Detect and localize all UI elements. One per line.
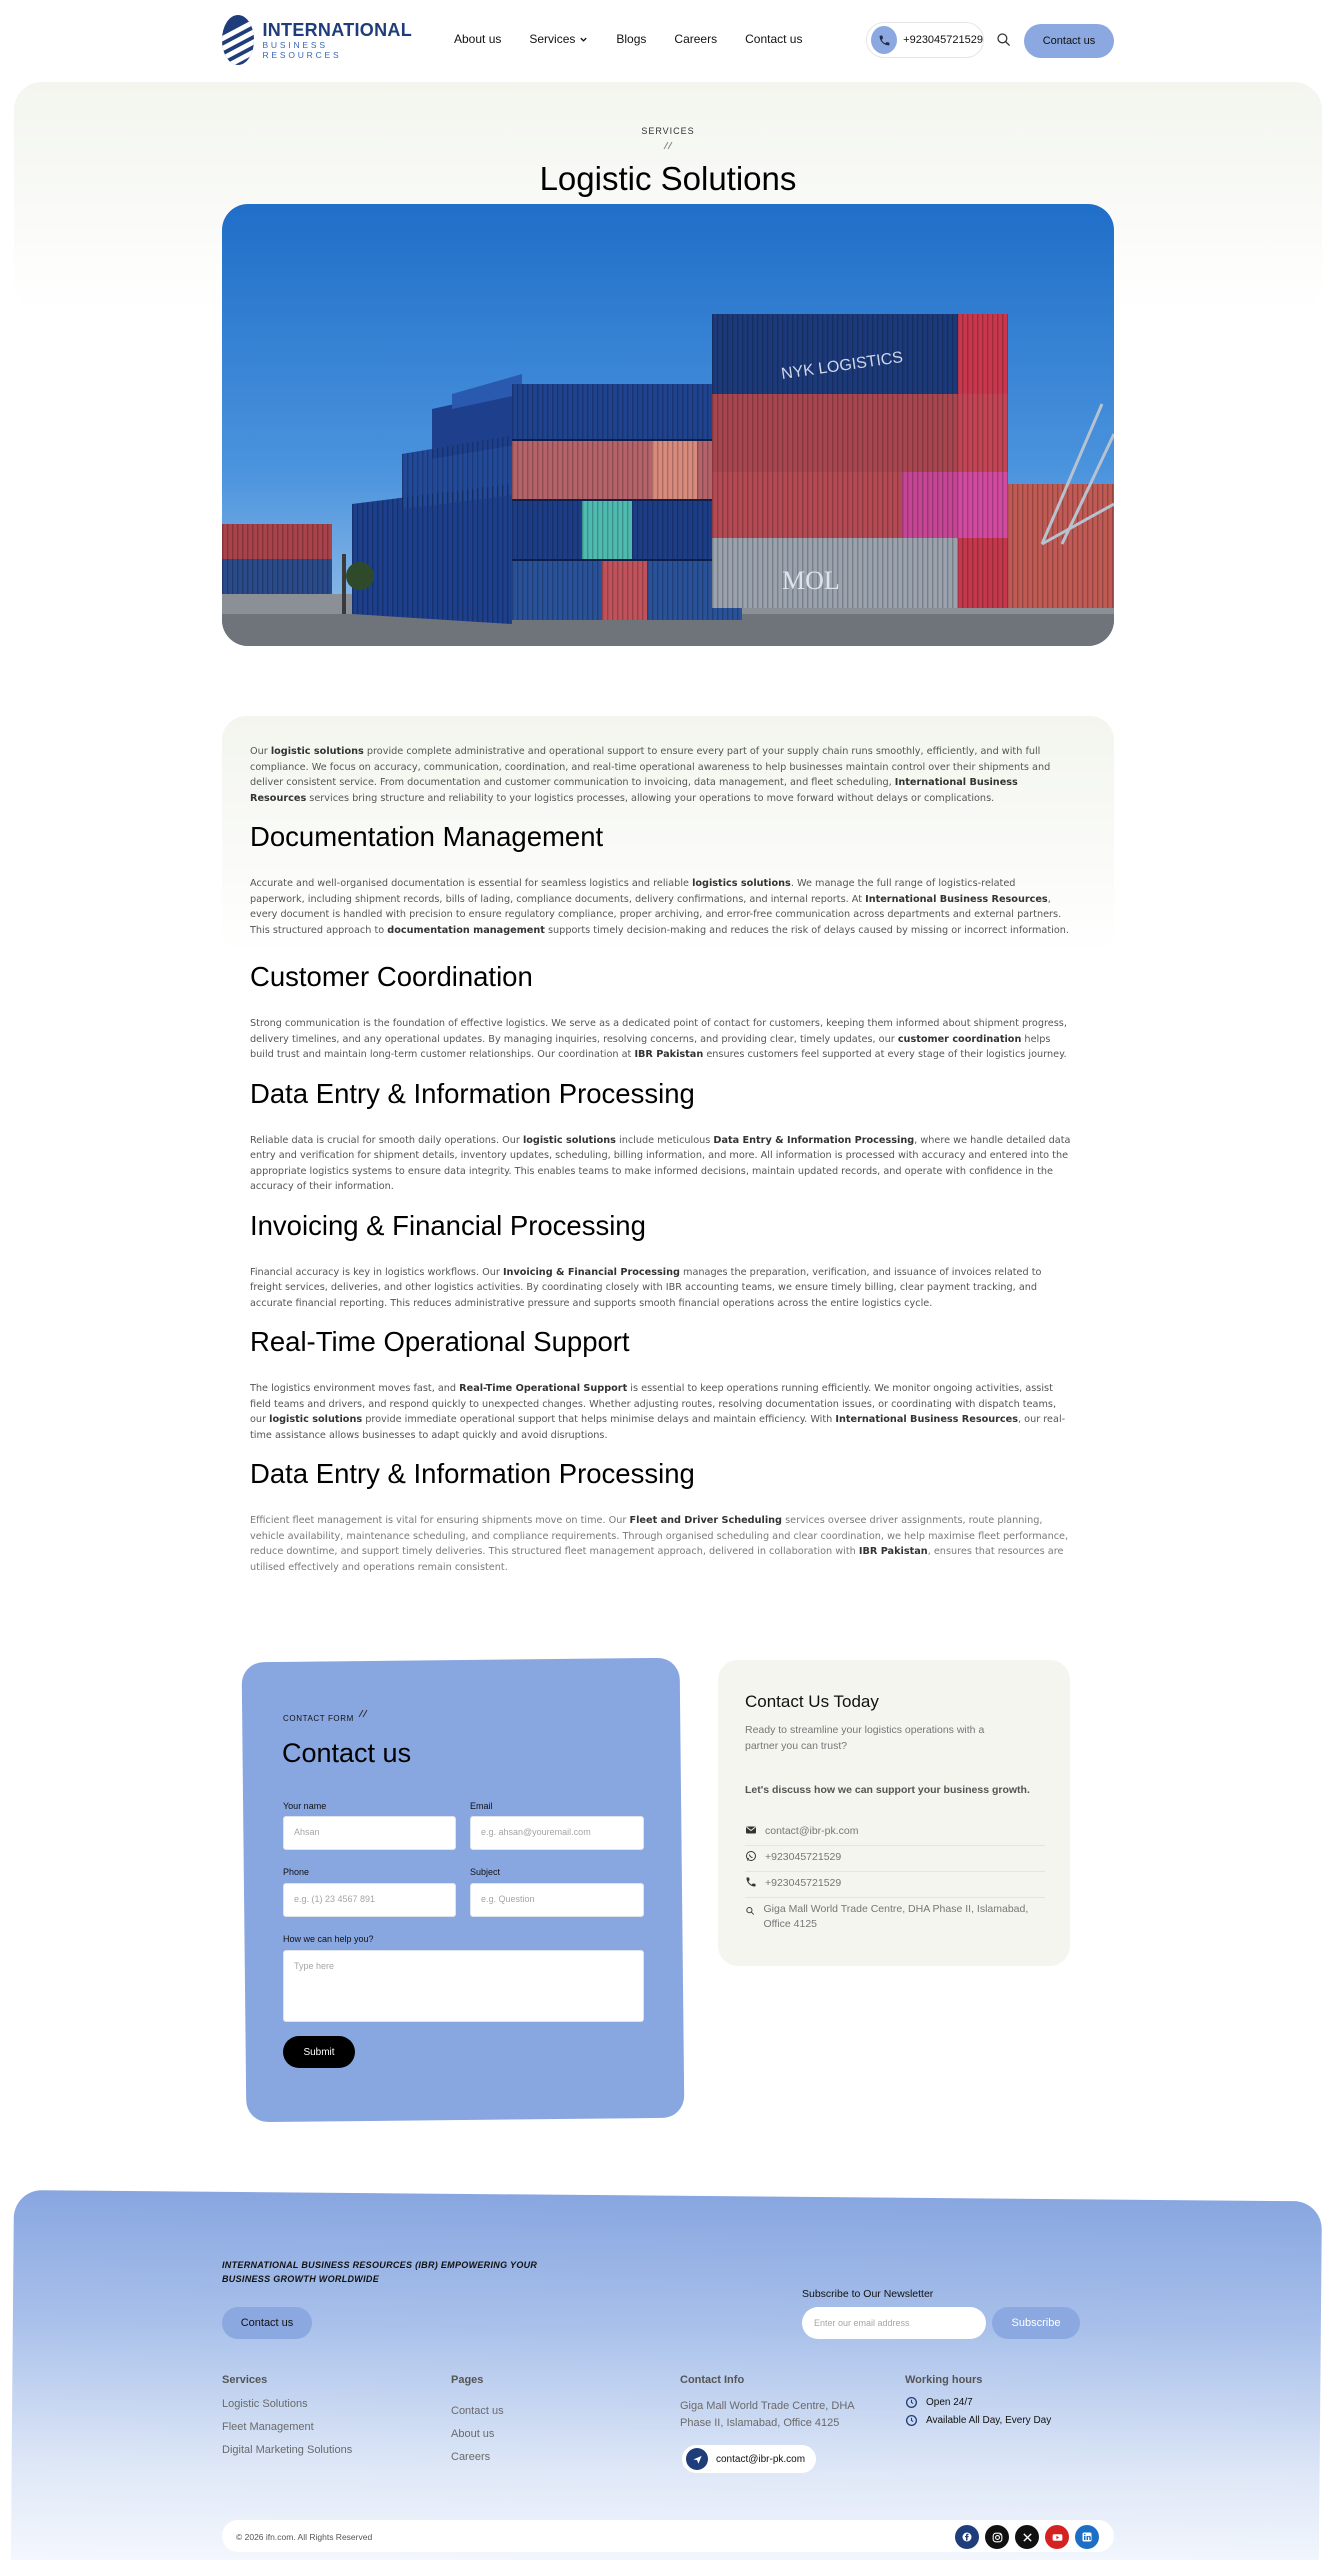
phone-label: Phone	[283, 1867, 310, 1877]
phone-icon	[871, 26, 897, 54]
hours-row	[905, 2414, 1051, 2427]
header-phone-number: +923045721529	[903, 34, 983, 46]
section-heading: Data Entry & Information Processing	[250, 1077, 695, 1109]
section-paragraph: The logistics environment moves fast, and Real-Time Operational Support is essential to keep operations running efficiently. We monitor ongoing activities, assist field teams and drivers, and respond quickly to unexpected changes. Whether adjusting routes, resolving documentation issues, or coordinating with dispatch teams, our logistic solutions provide immediate operational support that helps minimise delays and maintain efficiency. With International Business Resources, our real-time assistance allows businesses to adapt quickly and avoid disruptions.	[250, 1383, 1066, 1441]
svg-text:NYK LOGISTICS: NYK LOGISTICS	[780, 349, 905, 383]
linkedin-icon[interactable]	[1075, 2525, 1099, 2549]
hours-open: Open 24/7	[926, 2397, 973, 2408]
contact-address-row	[745, 1902, 1045, 1938]
contact-info-subtitle: Ready to streamline your logistics operations with a partner you can trust?	[745, 1724, 985, 1752]
phone-icon	[745, 1876, 757, 1888]
footer-tagline: INTERNATIONAL BUSINESS RESOURCES (IBR) EMPOWERING YOUR BUSINESS GROWTH WORLDWIDE	[222, 2260, 538, 2284]
article-content	[250, 744, 1072, 1575]
section-heading: Data Entry & Information Processing	[250, 1458, 695, 1489]
youtube-icon[interactable]	[1045, 2525, 1069, 2549]
brand-name: INTERNATIONAL	[262, 20, 412, 40]
message-textarea[interactable]: Type here	[283, 1950, 644, 2022]
footer-link-careers[interactable]: Careers	[451, 2451, 491, 2463]
name-label: Your name	[283, 1801, 327, 1811]
help-label: How we can help you?	[283, 1934, 374, 1944]
slash-decoration-icon	[356, 1708, 370, 1718]
footer-contact-heading: Contact Info	[680, 2374, 745, 2386]
footer-link-fleet[interactable]: Fleet Management	[222, 2421, 314, 2433]
instagram-icon[interactable]	[985, 2525, 1009, 2549]
section-paragraph: Strong communication is the foundation of effective logistics. We serve as a dedicated point of contact for customers, keeping them informed about shipment progress, delivery timelines, and any operational updates. By managing inquiries, resolving concerns, and providing clear, timely updates, our customer coordination helps build trust and maintain long-term customer relationships. Our coordination at IBR Pakistan ensures customers feel supported at every stage of their logistics journey.	[250, 1018, 1067, 1060]
clock-icon	[905, 2396, 918, 2409]
hours-available: Available All Day, Every Day	[926, 2415, 1052, 2426]
chevron-down-icon	[579, 35, 588, 44]
section-heading: Customer Coordination	[250, 961, 533, 992]
submit-button[interactable]: Submit	[283, 2036, 355, 2068]
section-paragraph: Accurate and well-organised documentation is essential for seamless logistics and reliable logistics solutions. We manage the full range of logistics-related paperwork, including shipment records, bills of lading, compliance documents, delivery confirmations, and internal reports. At International Business Resources, every document is handled with precision to ensure regulatory compliance, proper archiving, and error-free communication across departments and external partners. This structured approach to documentation management supports timely decision-making and reduces the risk of delays caused by missing or incorrect information.	[250, 878, 1069, 936]
contact-email: contact@ibr-pk.com	[765, 1825, 859, 1837]
footer-email: contact@ibr-pk.com	[716, 2453, 806, 2465]
contact-form-title: Contact us	[282, 1738, 412, 1768]
contact-email-row[interactable]	[745, 1824, 1045, 1846]
main-nav	[454, 32, 802, 46]
footer-background	[11, 2190, 1322, 2560]
page-title: Logistic Solutions	[539, 160, 797, 197]
email-icon	[745, 1824, 757, 1836]
email-icon	[686, 2448, 708, 2470]
email-input[interactable]: e.g. ahsan@youremail.com	[470, 1816, 644, 1850]
footer-hours-heading: Working hours	[905, 2374, 983, 2386]
contact-phone: +923045721529	[765, 1877, 842, 1889]
section-heading: Documentation Management	[250, 821, 604, 852]
contact-info-title: Contact Us Today	[745, 1692, 879, 1711]
contact-phone-row[interactable]	[745, 1876, 1045, 1898]
site-header	[0, 0, 1336, 80]
section-paragraph: Efficient fleet management is vital for ensuring shipments move on time. Our Fleet and Driver Scheduling services oversee driver assignments, route planning, vehicle availability, maintenance scheduling, and compliance requirements. Through organised scheduling and clear coordination, we help maximise fleet performance, reduce downtime, and support timely deliveries. This structured fleet management approach, delivered in collaboration with IBR Pakistan, ensures that resources are utilised effectively and operations remain consistent.	[250, 1515, 1069, 1573]
nav-careers[interactable]: Careers	[674, 32, 718, 46]
nav-blogs[interactable]: Blogs	[616, 32, 647, 46]
hero-eyebrow: SERVICES	[641, 126, 695, 136]
hero-image	[222, 204, 1114, 646]
hours-row	[905, 2396, 973, 2409]
footer-contact-button[interactable]: Contact us	[222, 2307, 312, 2339]
section-heading: Invoicing & Financial Processing	[250, 1209, 646, 1241]
facebook-icon[interactable]	[955, 2525, 979, 2549]
newsletter-label: Subscribe to Our Newsletter	[802, 2288, 934, 2300]
email-label: Email	[470, 1801, 493, 1811]
contact-address: Giga Mall World Trade Centre, DHA Phase II, Islamabad, Office 4125	[763, 1903, 1029, 1930]
footer-link-about[interactable]: About us	[451, 2428, 495, 2440]
footer-link-contact[interactable]: Contact us	[451, 2405, 504, 2417]
section-heading: Real-Time Operational Support	[250, 1326, 630, 1357]
phone-input[interactable]: e.g. (1) 23 4567 891	[283, 1883, 456, 1917]
clock-icon	[905, 2414, 918, 2427]
location-search-icon	[745, 1905, 756, 1917]
nav-services-label: Services	[529, 32, 576, 46]
search-icon[interactable]	[996, 32, 1012, 48]
nav-services[interactable]	[529, 32, 588, 46]
contact-whatsapp: +923045721529	[765, 1851, 842, 1863]
nav-about[interactable]: About us	[454, 32, 502, 46]
subject-label: Subject	[470, 1867, 501, 1877]
name-input[interactable]: Ahsan	[283, 1816, 456, 1850]
footer-link-digital[interactable]: Digital Marketing Solutions	[222, 2444, 353, 2456]
nav-contact[interactable]: Contact us	[745, 32, 803, 46]
intro-paragraph: Our logistic solutions provide complete administrative and operational support to ensure every part of your supply chain runs smoothly, efficiently, and with full compliance. We focus on accuracy, communication, coordination, and real-time operational awareness to help businesses maintain control over their shipments and deliver consistent service. From documentation and customer communication to invoicing, data management, and fleet scheduling, International Business Resources services bring structure and reliability to your logistics processes, allowing your operations to move forward without delays or complications.	[250, 746, 1051, 804]
globe-logo-icon	[222, 15, 254, 65]
contact-whatsapp-row[interactable]	[745, 1850, 1045, 1872]
svg-text:MOL: MOL	[782, 566, 840, 595]
section-paragraph: Financial accuracy is key in logistics workflows. Our Invoicing & Financial Processing manages the preparation, verification, and issuance of invoices related to freight services, deliveries, and other logistics activities. By coordinating closely with IBR accounting teams, we ensure timely billing, clear payment tracking, and accurate financial reporting. This reduces administrative pressure and supports smooth financial operations across the entire logistics cycle.	[250, 1266, 1042, 1309]
subscribe-button[interactable]: Subscribe	[992, 2307, 1080, 2339]
footer-address: Giga Mall World Trade Centre, DHA Phase II, Islamabad, Office 4125	[680, 2400, 855, 2429]
brand-logo[interactable]	[222, 14, 412, 66]
contact-form-eyebrow: CONTACT FORM	[283, 1714, 354, 1723]
subject-input[interactable]: e.g. Question	[470, 1883, 644, 1917]
header-contact-button[interactable]: Contact us	[1024, 24, 1114, 58]
footer-email-pill[interactable]	[682, 2445, 816, 2473]
footer-pages-heading: Pages	[451, 2374, 484, 2386]
header-phone[interactable]	[866, 22, 984, 58]
contact-info-callout: Let's discuss how we can support your business growth.	[745, 1784, 1030, 1796]
footer-link-logistic[interactable]: Logistic Solutions	[222, 2398, 308, 2410]
section-paragraph: Reliable data is crucial for smooth daily operations. Our logistic solutions include meticulous Data Entry & Information Processing, where we handle detailed data entry and verification for shipment details, inventory updates, scheduling, billing information, and more. All information is processed with accuracy and entered into the appropriate logistics systems to ensure data integrity. This enables teams to make informed decisions, maintain updated records, and operate with confidence in the accuracy of their information.	[250, 1134, 1071, 1192]
slash-decoration-icon	[660, 140, 676, 150]
brand-tagline: BUSINESS RESOURCES	[262, 40, 342, 60]
copyright: © 2026 ifn.com. All Rights Reserved	[236, 2532, 373, 2542]
newsletter-email-input[interactable]: Enter our email address	[802, 2307, 986, 2339]
footer-services-heading: Services	[222, 2374, 268, 2386]
x-twitter-icon[interactable]	[1015, 2525, 1039, 2549]
whatsapp-icon	[745, 1850, 757, 1862]
